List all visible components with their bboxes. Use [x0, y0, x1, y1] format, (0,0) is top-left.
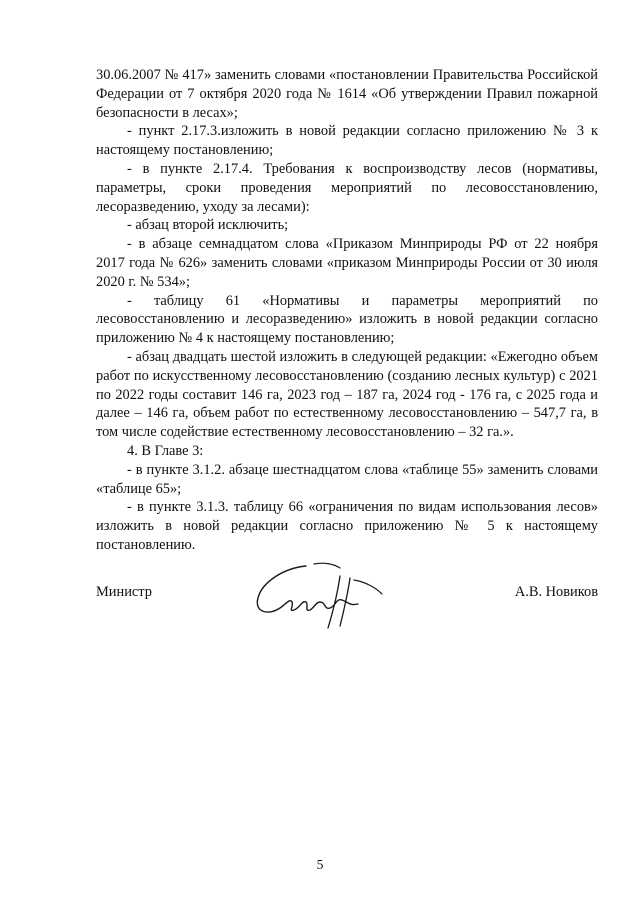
paragraph-delete-second: - абзац второй исключить;	[127, 217, 289, 234]
paragraph-table-61: - таблицу 61 «Нормативы и параметры мероприятий по лесовосстановлению и лесоразведению» изложить в новой редакции согласно приложению № 4 к настоящему постановлению;	[96, 292, 598, 347]
heading-chapter-3: 4. В Главе 3:	[127, 442, 204, 459]
paragraph-item-3-1-2: - в пункте 3.1.2. абзаце шестнадцатом слова «таблице 55» заменить словами «таблице 65»;	[96, 461, 598, 497]
paragraph-seventeenth: - в абзаце семнадцатом слова «Приказом Минприроды РФ от 22 ноября 2017 года № 626» заменить словами «приказом Минприроды России от 30 июля 2020 г. № 534»;	[96, 236, 598, 290]
paragraph-twenty-sixth: - абзац двадцать шестой изложить в следующей редакции: «Ежегодно объем работ по искусственному лесовосстановлению (созданию лесных культур) с 2021 по 2022 годы составит 146 га, 2023 год – 187 га, 2024 год - 176 га, с 2025 года и далее – 146 га, объем работ по естественному лесовосстановлению – 547,7 га, в том числе содействие естественному лесовосстановлению – 32 га.».	[96, 348, 598, 441]
handwritten-signature-icon	[254, 558, 386, 632]
document-body	[96, 66, 598, 555]
position-title: Министр	[96, 584, 152, 600]
paragraph-item-3-1-3: - в пункте 3.1.3. таблицу 66 «ограничения по видам использования лесов» изложить в новой редакции согласно приложению № 5 к настоящему постановлению.	[96, 499, 598, 553]
paragraph-item-2-17-4: - в пункте 2.17.4. Требования к воспроизводству лесов (нормативы, параметры, сроки проведения мероприятий по лесовосстановлению, лесоразведению, уходу за лесами):	[96, 160, 598, 215]
page-number: 5	[316, 857, 324, 872]
paragraph-continuation: 30.06.2007 № 417» заменить словами «постановлении Правительства Российской Федерации от 7 октября 2020 года № 1614 «Об утверждении Правил пожарной безопасности в лесах»;	[96, 67, 598, 121]
signatory-name: А.В. Новиков	[514, 584, 598, 600]
paragraph-item-2-17-3: - пункт 2.17.3.изложить в новой редакции согласно приложению № 3 к настоящему постановлению;	[96, 123, 598, 159]
